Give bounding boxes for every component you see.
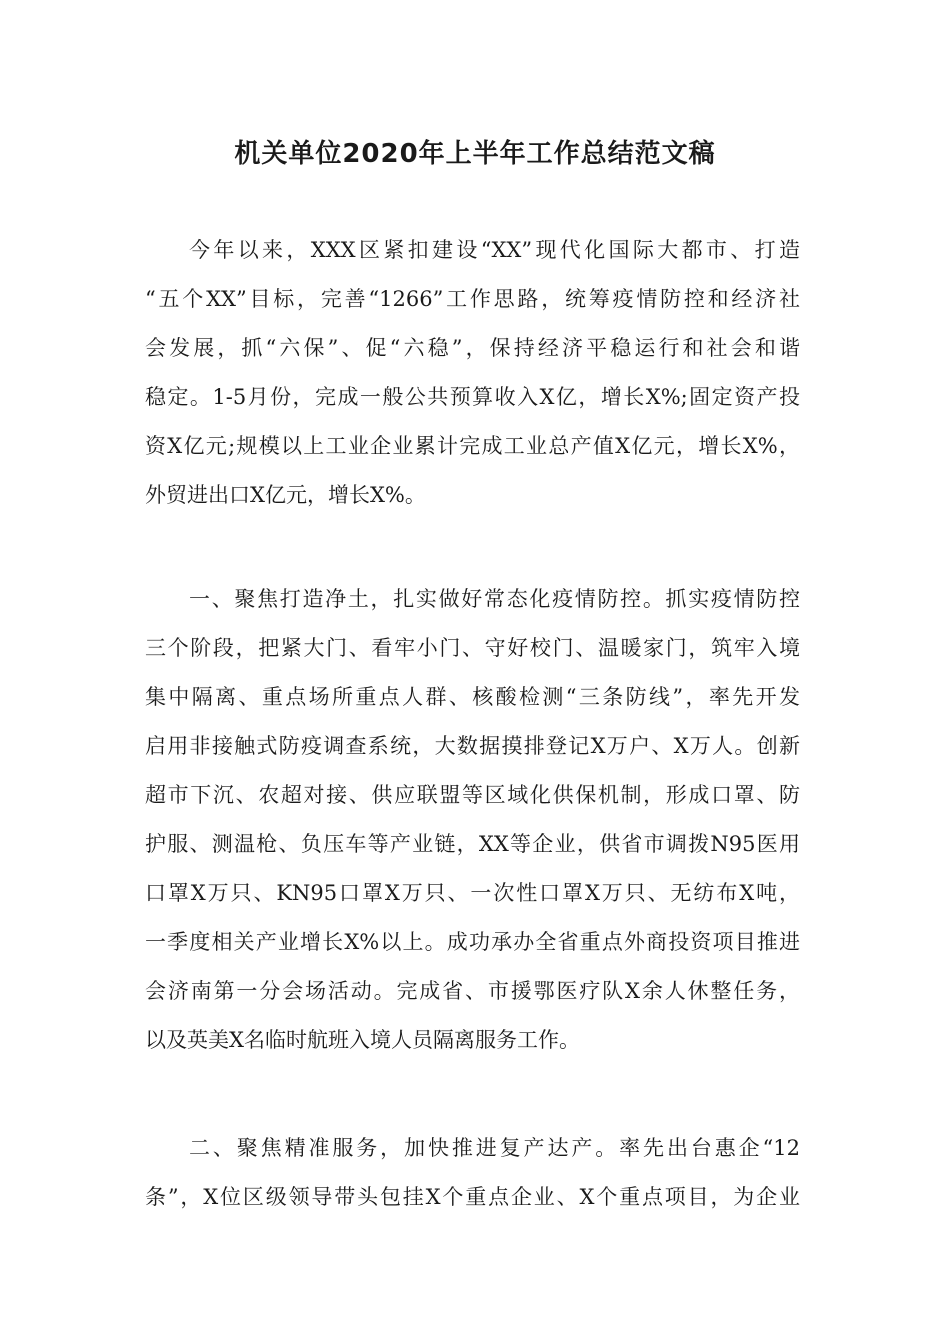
paragraph-line: 以及英美X名临时航班入境人员隔离服务工作。 bbox=[145, 1028, 580, 1052]
paragraph-line: 二、聚焦精准服务，加快推进复产达产。率先出台惠企“12 bbox=[189, 1136, 800, 1160]
paragraph-line: 资X亿元;规模以上工业企业累计完成工业总产值X亿元，增长X%， bbox=[145, 434, 800, 458]
paragraph-line: 稳定。1-5月份，完成一般公共预算收入X亿，增长X%;固定资产投 bbox=[145, 385, 800, 409]
paragraph-line: “五个XX”目标，完善“1266”工作思路，统筹疫情防控和经济社 bbox=[145, 287, 800, 311]
paragraph-line: 条”，X位区级领导带头包挂X个重点企业、X个重点项目，为企业 bbox=[145, 1185, 800, 1209]
paragraph-section-2 bbox=[145, 1124, 800, 1222]
paragraph-line: 会发展，抓“六保”、促“六稳”，保持经济平稳运行和社会和谐 bbox=[145, 336, 800, 360]
paragraph-line: 今年以来，XXX区紧扣建设“XX”现代化国际大都市、打造 bbox=[189, 238, 800, 262]
paragraph-line: 一、聚焦打造净土，扎实做好常态化疫情防控。抓实疫情防控 bbox=[189, 587, 800, 611]
paragraph-line: 启用非接触式防疫调查系统，大数据摸排登记X万户、X万人。创新 bbox=[145, 734, 800, 758]
paragraph-line: 一季度相关产业增长X%以上。成功承办全省重点外商投资项目推进 bbox=[145, 930, 800, 954]
paragraph-line: 超市下沉、农超对接、供应联盟等区域化供保机制，形成口罩、防 bbox=[145, 783, 800, 807]
paragraph-line: 口罩X万只、KN95口罩X万只、一次性口罩X万只、无纺布X吨， bbox=[145, 881, 800, 905]
paragraph-line: 护服、测温枪、负压车等产业链，XX等企业，供省市调拨N95医用 bbox=[145, 832, 800, 856]
paragraph-line: 会济南第一分会场活动。完成省、市援鄂医疗队X余人休整任务， bbox=[145, 979, 800, 1003]
document-title: 机关单位2020年上半年工作总结范文稿 bbox=[234, 139, 716, 169]
paragraph-line: 外贸进出口X亿元，增长X%。 bbox=[145, 483, 426, 507]
paragraph-intro bbox=[145, 226, 800, 520]
paragraph-line: 三个阶段，把紧大门、看牢小门、守好校门、温暖家门，筑牢入境 bbox=[145, 636, 800, 660]
paragraph-section-1 bbox=[145, 575, 800, 1065]
paragraph-line: 集中隔离、重点场所重点人群、核酸检测“三条防线”，率先开发 bbox=[145, 685, 800, 709]
